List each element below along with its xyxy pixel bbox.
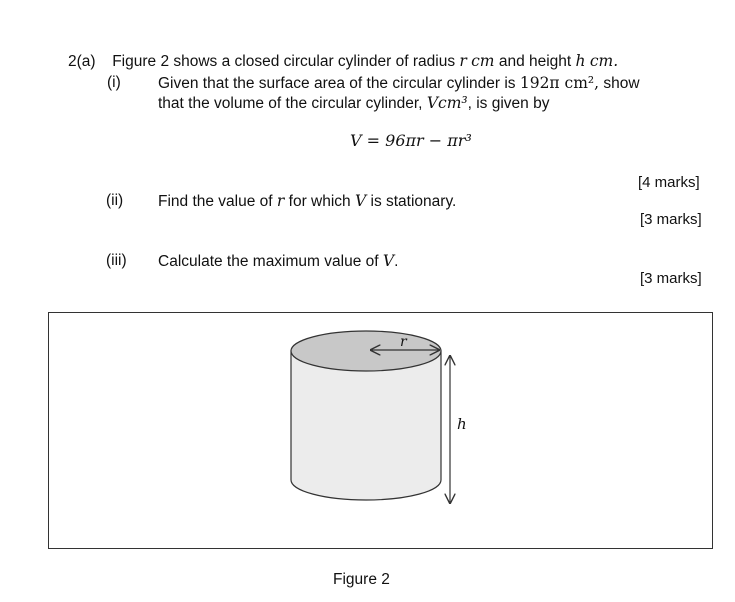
figure-frame — [48, 312, 713, 549]
cylinder-diagram — [49, 313, 712, 548]
figure-caption: Figure 2 — [333, 571, 390, 588]
part-ii-marks: [3 marks] — [640, 211, 702, 228]
part-iii-label: (iii) — [106, 252, 127, 269]
question-header: 2(a) Figure 2 shows a closed circular cylinder of radius r cm and height h cm. — [68, 52, 619, 70]
cylinder-top-face — [291, 331, 441, 371]
part-ii-text: Find the value of r for which V is stationary. — [158, 192, 457, 210]
question-number: 2(a) — [68, 53, 96, 70]
part-ii-label: (ii) — [106, 192, 124, 209]
part-i-marks: [4 marks] — [638, 174, 700, 191]
part-i-label: (i) — [107, 74, 121, 91]
height-label: h — [457, 415, 467, 433]
part-iii-text: Calculate the maximum value of V. — [158, 252, 399, 270]
radius-label: r — [400, 334, 407, 350]
cylinder-body — [291, 351, 441, 500]
part-i-line1: Given that the surface area of the circular cylinder is 192π cm², show — [158, 74, 640, 92]
volume-equation: V = 96πr − πr³ — [350, 131, 472, 150]
part-iii-marks: [3 marks] — [640, 270, 702, 287]
part-i-line2: that the volume of the circular cylinder, Vcm³, is given by — [158, 94, 550, 112]
